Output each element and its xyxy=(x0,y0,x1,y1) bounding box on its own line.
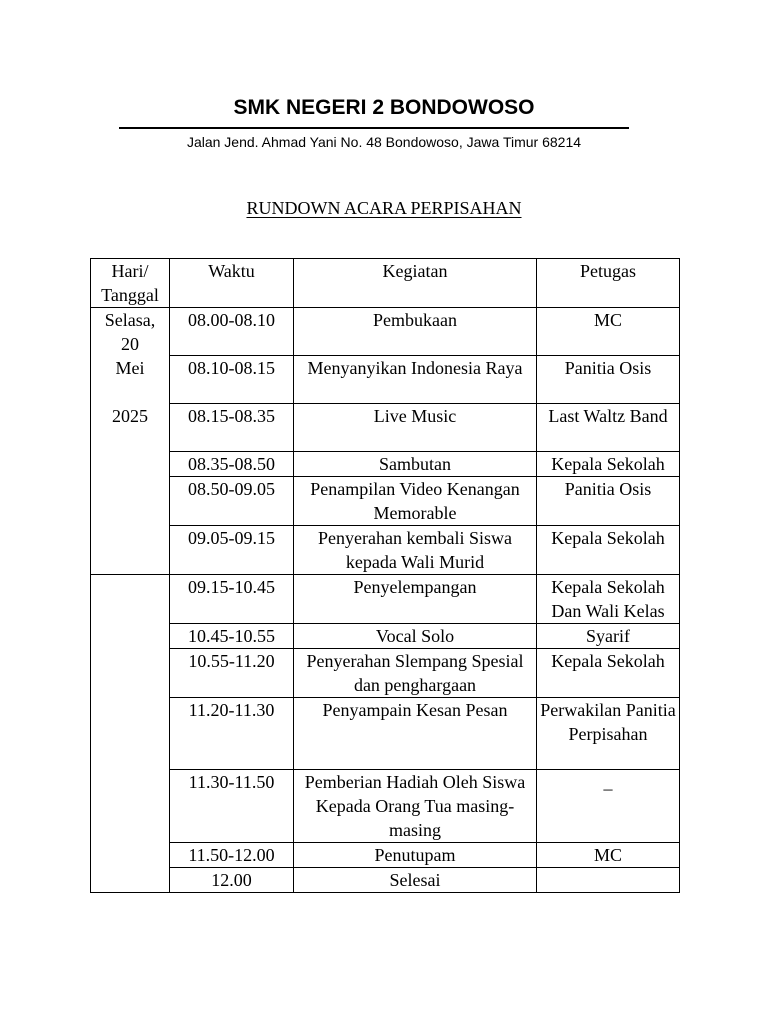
time-cell: 09.15-10.45 xyxy=(170,575,294,624)
activity-cell: Live Music xyxy=(294,404,537,452)
school-name: SMK NEGERI 2 BONDOWOSO xyxy=(233,96,535,119)
header-officer: Petugas xyxy=(537,259,680,308)
rundown-table xyxy=(90,258,680,893)
day-line: 20 xyxy=(121,334,139,354)
activity-cell: Penyelempangan xyxy=(294,575,537,624)
time-cell: 11.30-11.50 xyxy=(170,770,294,843)
time-cell: 10.55-11.20 xyxy=(170,649,294,698)
table-row xyxy=(91,356,680,404)
day-cell xyxy=(91,308,170,575)
header-time: Waktu xyxy=(170,259,294,308)
header-day-line: Hari/ xyxy=(111,261,149,281)
document-title-text: RUNDOWN ACARA PERPISAHAN xyxy=(246,198,522,218)
table-row xyxy=(91,770,680,843)
table-row xyxy=(91,698,680,770)
officer-cell: Kepala Sekolah xyxy=(537,649,680,698)
officer-cell: Panitia Osis xyxy=(537,356,680,404)
time-cell: 09.05-09.15 xyxy=(170,526,294,575)
table-row xyxy=(91,452,680,477)
officer-cell: Last Waltz Band xyxy=(537,404,680,452)
officer-cell: MC xyxy=(537,308,680,356)
time-cell: 12.00 xyxy=(170,868,294,893)
table-row xyxy=(91,575,680,624)
table-row xyxy=(91,404,680,452)
time-cell: 08.10-08.15 xyxy=(170,356,294,404)
day-line: Mei xyxy=(115,358,145,378)
activity-cell: Penyerahan Slempang Spesial dan penghargaan xyxy=(294,649,537,698)
officer-cell xyxy=(537,868,680,893)
table-row xyxy=(91,649,680,698)
time-cell: 11.50-12.00 xyxy=(170,843,294,868)
time-cell: 08.00-08.10 xyxy=(170,308,294,356)
officer-cell: Kepala Sekolah Dan Wali Kelas xyxy=(537,575,680,624)
document-title xyxy=(0,196,768,220)
activity-cell: Pembukaan xyxy=(294,308,537,356)
activity-cell: Penampilan Video Kenangan Memorable xyxy=(294,477,537,526)
table-row xyxy=(91,624,680,649)
officer-cell: Kepala Sekolah xyxy=(537,452,680,477)
day-line: 2025 xyxy=(112,406,148,426)
table-row xyxy=(91,477,680,526)
time-cell: 10.45-10.55 xyxy=(170,624,294,649)
time-cell: 08.35-08.50 xyxy=(170,452,294,477)
table-row xyxy=(91,526,680,575)
officer-cell: MC xyxy=(537,843,680,868)
table-header-row xyxy=(91,259,680,308)
day-cell-empty xyxy=(91,575,170,893)
activity-cell: Selesai xyxy=(294,868,537,893)
header-day xyxy=(91,259,170,308)
header-day-line: Tanggal xyxy=(101,285,159,305)
activity-cell: Pemberian Hadiah Oleh Siswa Kepada Orang Tua masing-masing xyxy=(294,770,537,843)
time-cell: 11.20-11.30 xyxy=(170,698,294,770)
activity-cell: Penyerahan kembali Siswa kepada Wali Murid xyxy=(294,526,537,575)
time-cell: 08.50-09.05 xyxy=(170,477,294,526)
header-divider xyxy=(119,127,629,129)
table-row xyxy=(91,868,680,893)
activity-cell: Menyanyikan Indonesia Raya xyxy=(294,356,537,404)
school-address: Jalan Jend. Ahmad Yani No. 48 Bondowoso, Jawa Timur 68214 xyxy=(186,134,582,150)
time-cell: 08.15-08.35 xyxy=(170,404,294,452)
activity-cell: Penutupam xyxy=(294,843,537,868)
activity-cell: Vocal Solo xyxy=(294,624,537,649)
officer-cell: _ xyxy=(537,770,680,843)
officer-cell: Kepala Sekolah xyxy=(537,526,680,575)
day-spacer xyxy=(93,380,167,404)
day-line: Selasa, xyxy=(104,310,156,330)
activity-cell: Penyampain Kesan Pesan xyxy=(294,698,537,770)
table-row xyxy=(91,843,680,868)
table-row xyxy=(91,308,680,356)
activity-cell: Sambutan xyxy=(294,452,537,477)
officer-cell: Perwakilan Panitia Perpisahan xyxy=(537,698,680,770)
officer-cell: Syarif xyxy=(537,624,680,649)
officer-cell: Panitia Osis xyxy=(537,477,680,526)
header-activity: Kegiatan xyxy=(294,259,537,308)
